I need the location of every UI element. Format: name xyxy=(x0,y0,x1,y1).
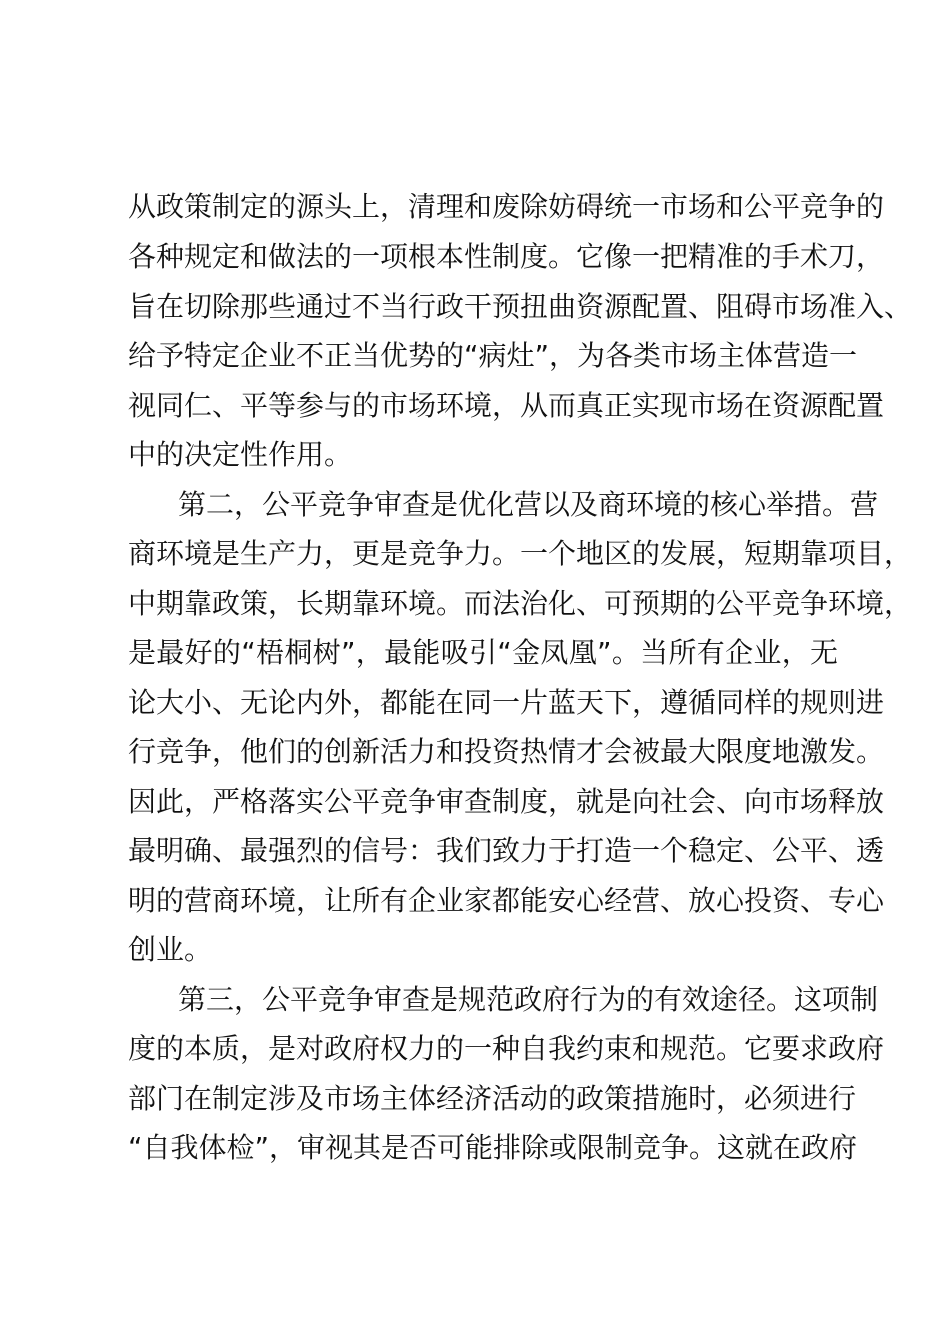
text-line: 因此，严格落实公平竞争审查制度，就是向社会、向市场释放 xyxy=(128,785,885,818)
text-line: 论大小、无论内外，都能在同一片蓝天下，遵循同样的规则进 xyxy=(128,686,885,719)
text-line: 中期靠政策，长期靠环境。而法治化、可预期的公平竞争环境， xyxy=(128,587,913,620)
text-line: 行竞争，他们的创新活力和投资热情才会被最大限度地激发。 xyxy=(128,735,885,768)
paragraph-first-line: 第三，公平竞争审查是规范政府行为的有效途径。这项制 xyxy=(178,983,879,1016)
text-line: 商环境是生产力，更是竞争力。一个地区的发展，短期靠项目， xyxy=(128,537,913,570)
text-line: 视同仁、平等参与的市场环境，从而真正实现市场在资源配置 xyxy=(128,389,885,422)
text-line: 明的营商环境，让所有企业家都能安心经营、放心投资、专心 xyxy=(128,884,885,917)
text-line: 度的本质，是对政府权力的一种自我约束和规范。它要求政府 xyxy=(128,1032,885,1065)
text-line: 部门在制定涉及市场主体经济活动的政策措施时，必须进行 xyxy=(128,1082,857,1115)
text-line: 是最好的“梧桐树”，最能吸引“金凤凰”。当所有企业，无 xyxy=(128,636,838,669)
paragraph-end-line: 创业。 xyxy=(128,933,213,966)
paragraph-end-line: 中的决定性作用。 xyxy=(128,438,353,471)
text-line: “自我体检”，审视其是否可能排除或限制竞争。这就在政府 xyxy=(128,1131,858,1164)
text-line: 从政策制定的源头上，清理和废除妨碍统一市场和公平竞争的 xyxy=(128,190,885,223)
text-line: 旨在切除那些通过不当行政干预扭曲资源配置、阻碍市场准入、 xyxy=(128,290,913,323)
text-line: 各种规定和做法的一项根本性制度。它像一把精准的手术刀， xyxy=(128,240,885,273)
text-line: 最明确、最强烈的信号：我们致力于打造一个稳定、公平、透 xyxy=(128,834,885,867)
text-line: 给予特定企业不正当优势的“病灶”，为各类市场主体营造一 xyxy=(128,339,858,372)
paragraph-first-line: 第二，公平竞争审查是优化营以及商环境的核心举措。营 xyxy=(178,488,879,521)
